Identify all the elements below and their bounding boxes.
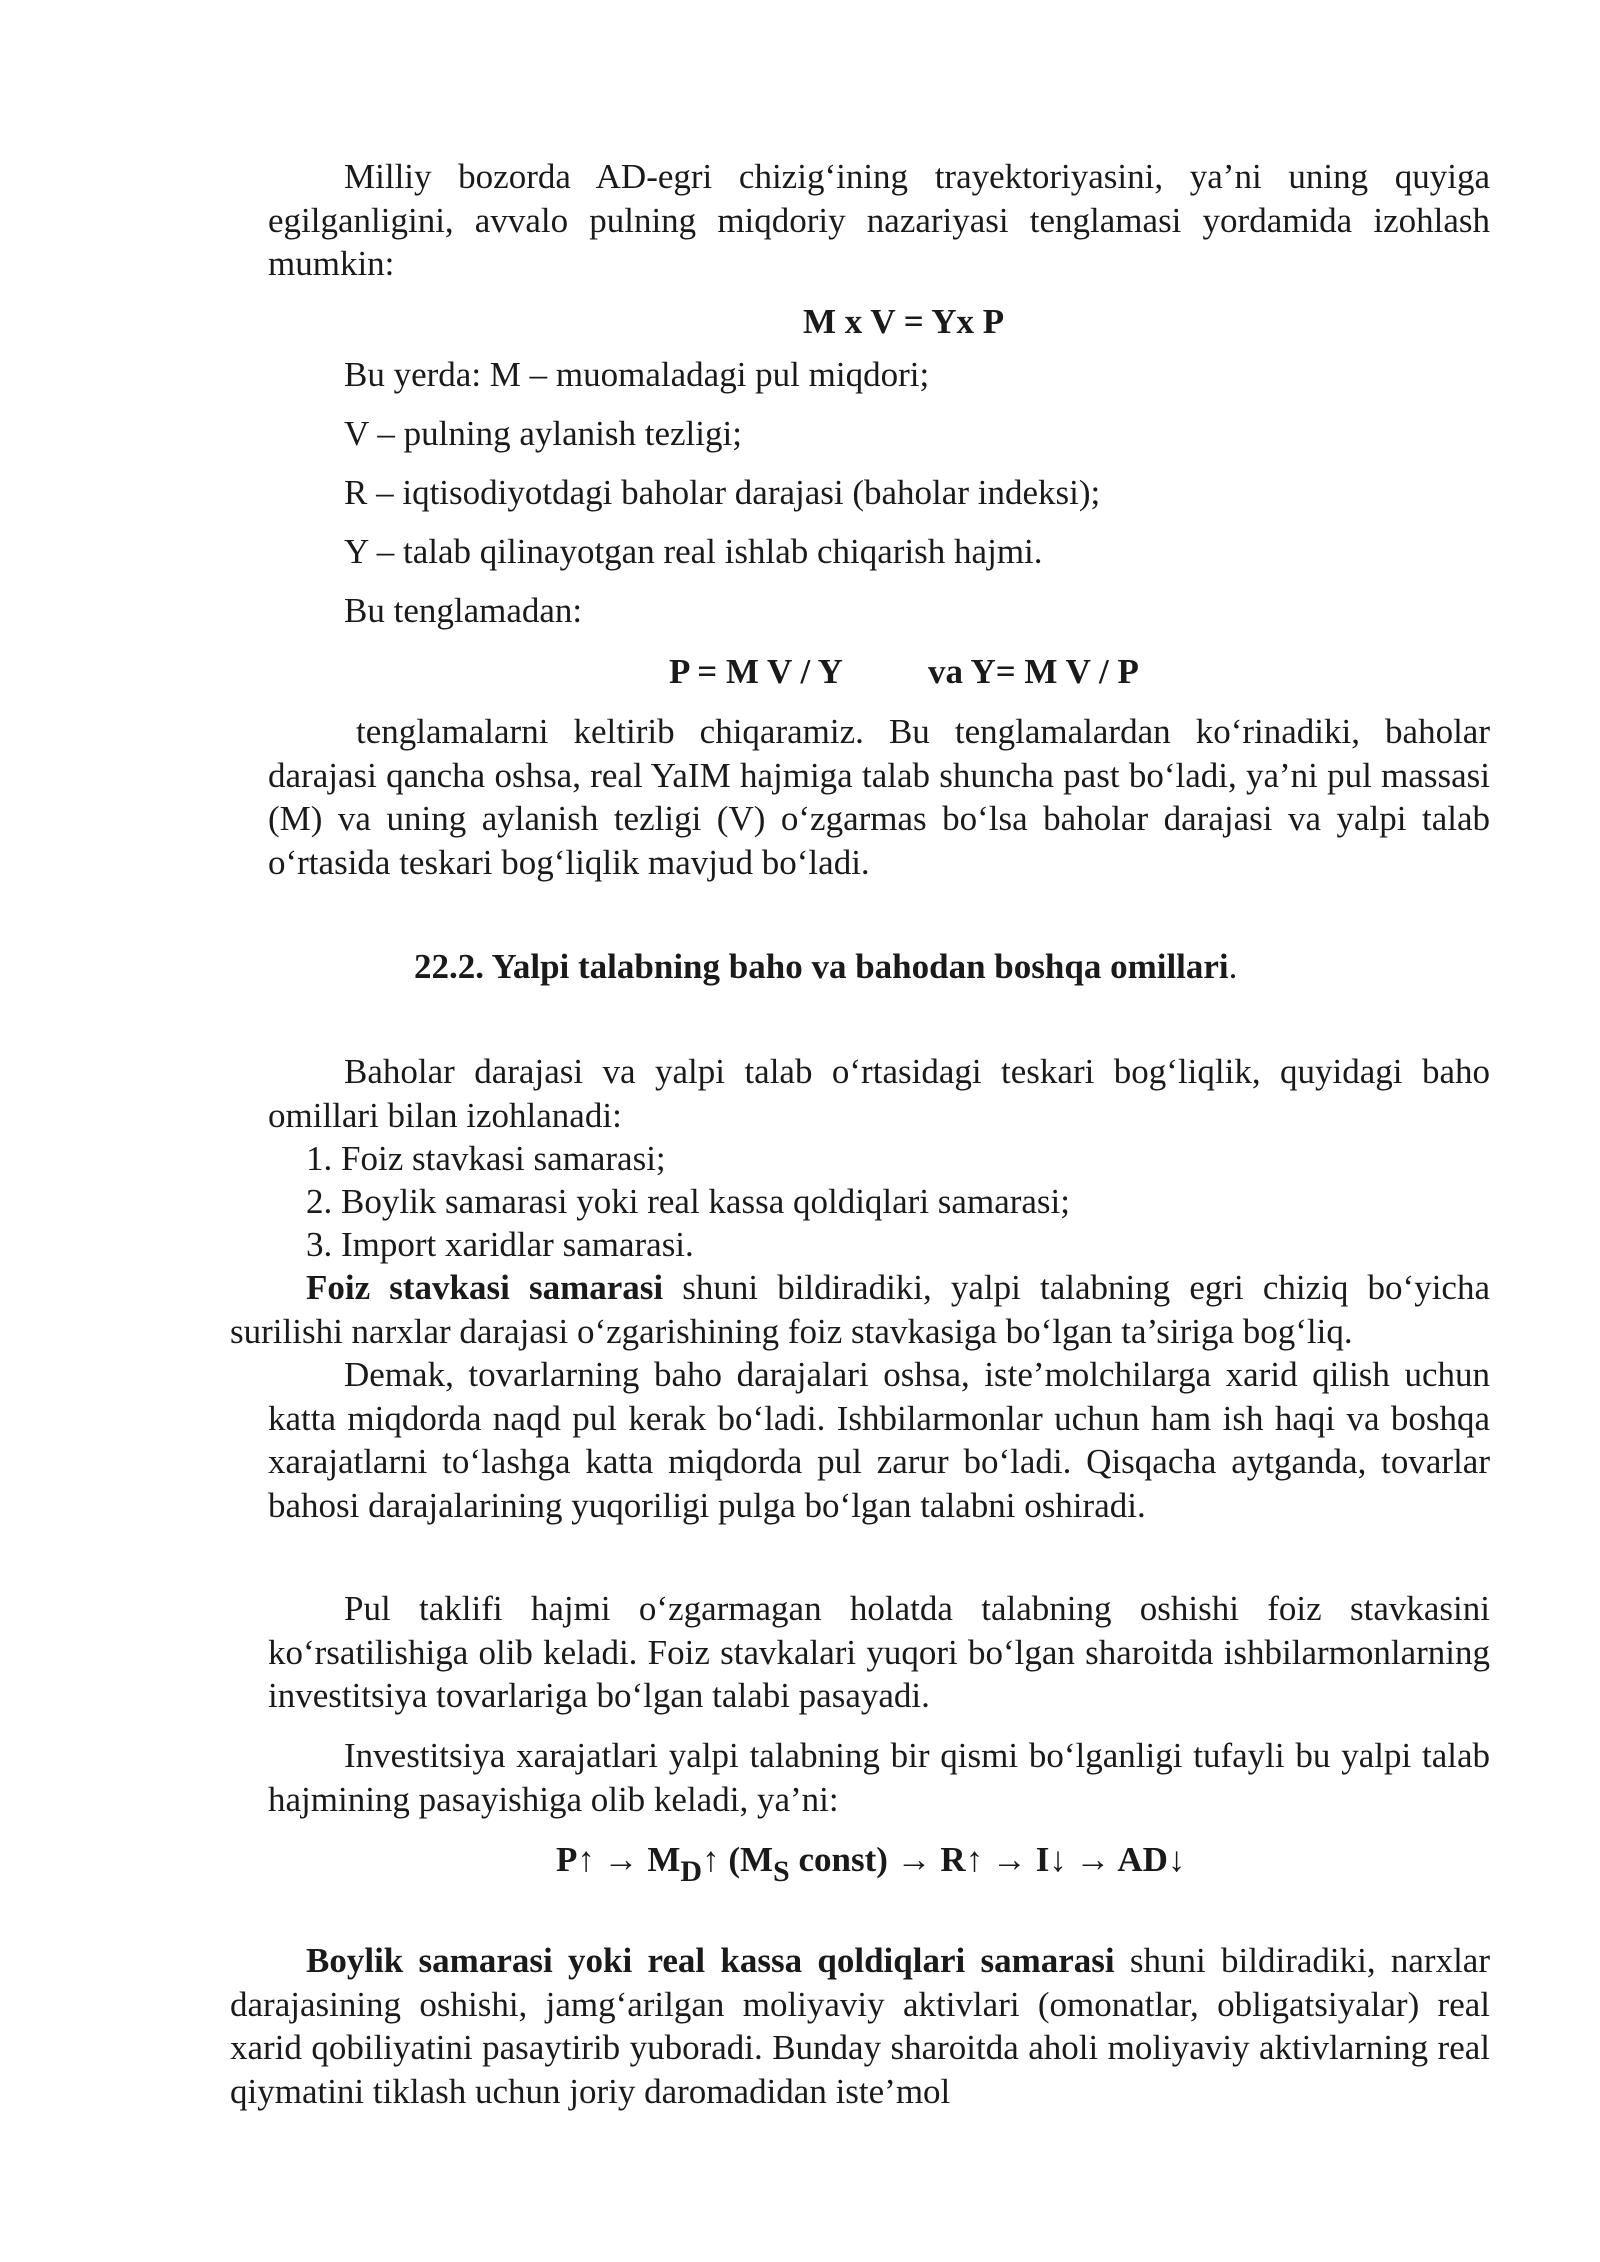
equation-lead-in: Bu tenglamadan:	[344, 591, 583, 630]
factors-intro-paragraph: Baholar darajasi va yalpi talab o‘rtasidagi teskari bog‘liqlik, quyidagi baho omillari bilan izohlanadi:	[268, 1052, 1490, 1135]
wealth-effect-text: shuni bildiradiki, narxlar darajasining oshishi, jamg‘arilgan moliyaviy aktivlari (omonatlar, obligatsiyalar) real xarid qobiliyatini pasaytirib yuboradi. Bunday sharoitda aholi moliyaviy aktivlarning real qiymatini tiklash uchun joriy daromadidan iste’mol	[230, 1941, 1490, 2111]
definition-r: R – iqtisodiyotdagi baholar darajasi (baholar indeksi);	[344, 473, 1101, 512]
interest-effect-text: shuni bildiradiki, yalpi talabning egri chiziq bo‘yicha surilishi narxlar darajasi o‘zgarishining foiz stavkasiga bo‘lgan ta’siriga bog‘liq.	[230, 1268, 1490, 1351]
money-supply-paragraph: Pul taklifi hajmi o‘zgarmagan holatda talabning oshishi foiz stavkasini ko‘rsatilishiga olib keladi. Foiz stavkalari yuqori bo‘lgan sharoitda ishbilarmonlarning investitsiya tovarlariga bo‘lgan talabi pasayadi.	[268, 1589, 1490, 1715]
factor-item: 1. Foiz stavkasi samarasi;	[306, 1139, 666, 1178]
output-equation: va Y= M V / P	[928, 652, 1139, 691]
chain-part: ↑ (M	[702, 1840, 774, 1879]
section-heading-period: .	[1228, 947, 1238, 986]
investment-paragraph: Investitsiya xarajatlari yalpi talabning bir qismi bo‘lganligi tufayli bu yalpi talab hajmining pasayishiga olib keladi, ya’ni:	[268, 1736, 1490, 1819]
factor-item: 2. Boylik samarasi yoki real kassa qoldiqlari samarasi;	[306, 1182, 1070, 1221]
causal-chain-formula	[556, 1838, 1186, 1888]
chain-subscript: D	[680, 1855, 703, 1888]
chain-part: P↑ → M	[556, 1840, 681, 1879]
interest-effect-paragraph	[230, 1266, 1490, 1353]
chain-part: const) → R↑ → I↓ → AD↓	[789, 1840, 1186, 1879]
chain-subscript: S	[773, 1855, 790, 1888]
conclusion-paragraph: tenglamalarni keltirib chiqaramiz. Bu tenglamalardan ko‘rinadiki, baholar darajasi qancha oshsa, real YaIM hajmiga talab shuncha past bo‘ladi, ya’ni pul massasi (M) va uning aylanish tezligi (V) o‘zgarmas bo‘lsa baholar darajasi va yalpi talab o‘rtasida teskari bog‘liqlik mavjud bo‘ladi.	[268, 712, 1490, 882]
definition-y: Y – talab qilinayotgan real ishlab chiqarish hajmi.	[344, 532, 1043, 571]
quantity-equation: M x V = Yx P	[803, 302, 1005, 341]
interest-effect-term: Foiz stavkasi samarasi	[306, 1268, 664, 1307]
factor-item: 3. Import xaridlar samarasi.	[306, 1225, 694, 1264]
definition-v: V – pulning aylanish tezligi;	[344, 414, 742, 453]
price-equation: P = M V / Y	[669, 652, 843, 691]
section-heading-text: 22.2. Yalpi talabning baho va bahodan boshqa omillari	[414, 947, 1229, 986]
intro-paragraph: Milliy bozorda AD-egri chizig‘ining trayektoriyasini, ya’ni uning quyiga egilganligini, avvalo pulning miqdoriy nazariyasi tenglamasi yordamida izohlash mumkin:	[268, 157, 1490, 283]
wealth-effect-paragraph	[230, 1939, 1490, 2113]
definition-m: Bu yerda: M – muomaladagi pul miqdori;	[344, 355, 930, 394]
wealth-effect-term: Boylik samarasi yoki real kassa qoldiqlari samarasi	[306, 1941, 1115, 1980]
demand-paragraph: Demak, tovarlarning baho darajalari oshsa, iste’molchilarga xarid qilish uchun katta miqdorda naqd pul kerak bo‘ladi. Ishbilarmonlar uchun ham ish haqi va boshqa xarajatlarni to‘lashga katta miqdorda pul zarur bo‘ladi. Qisqacha aytganda, tovarlar bahosi darajalarining yuqoriligi pulga bo‘lgan talabni oshiradi.	[268, 1355, 1490, 1525]
section-heading	[414, 945, 1237, 988]
